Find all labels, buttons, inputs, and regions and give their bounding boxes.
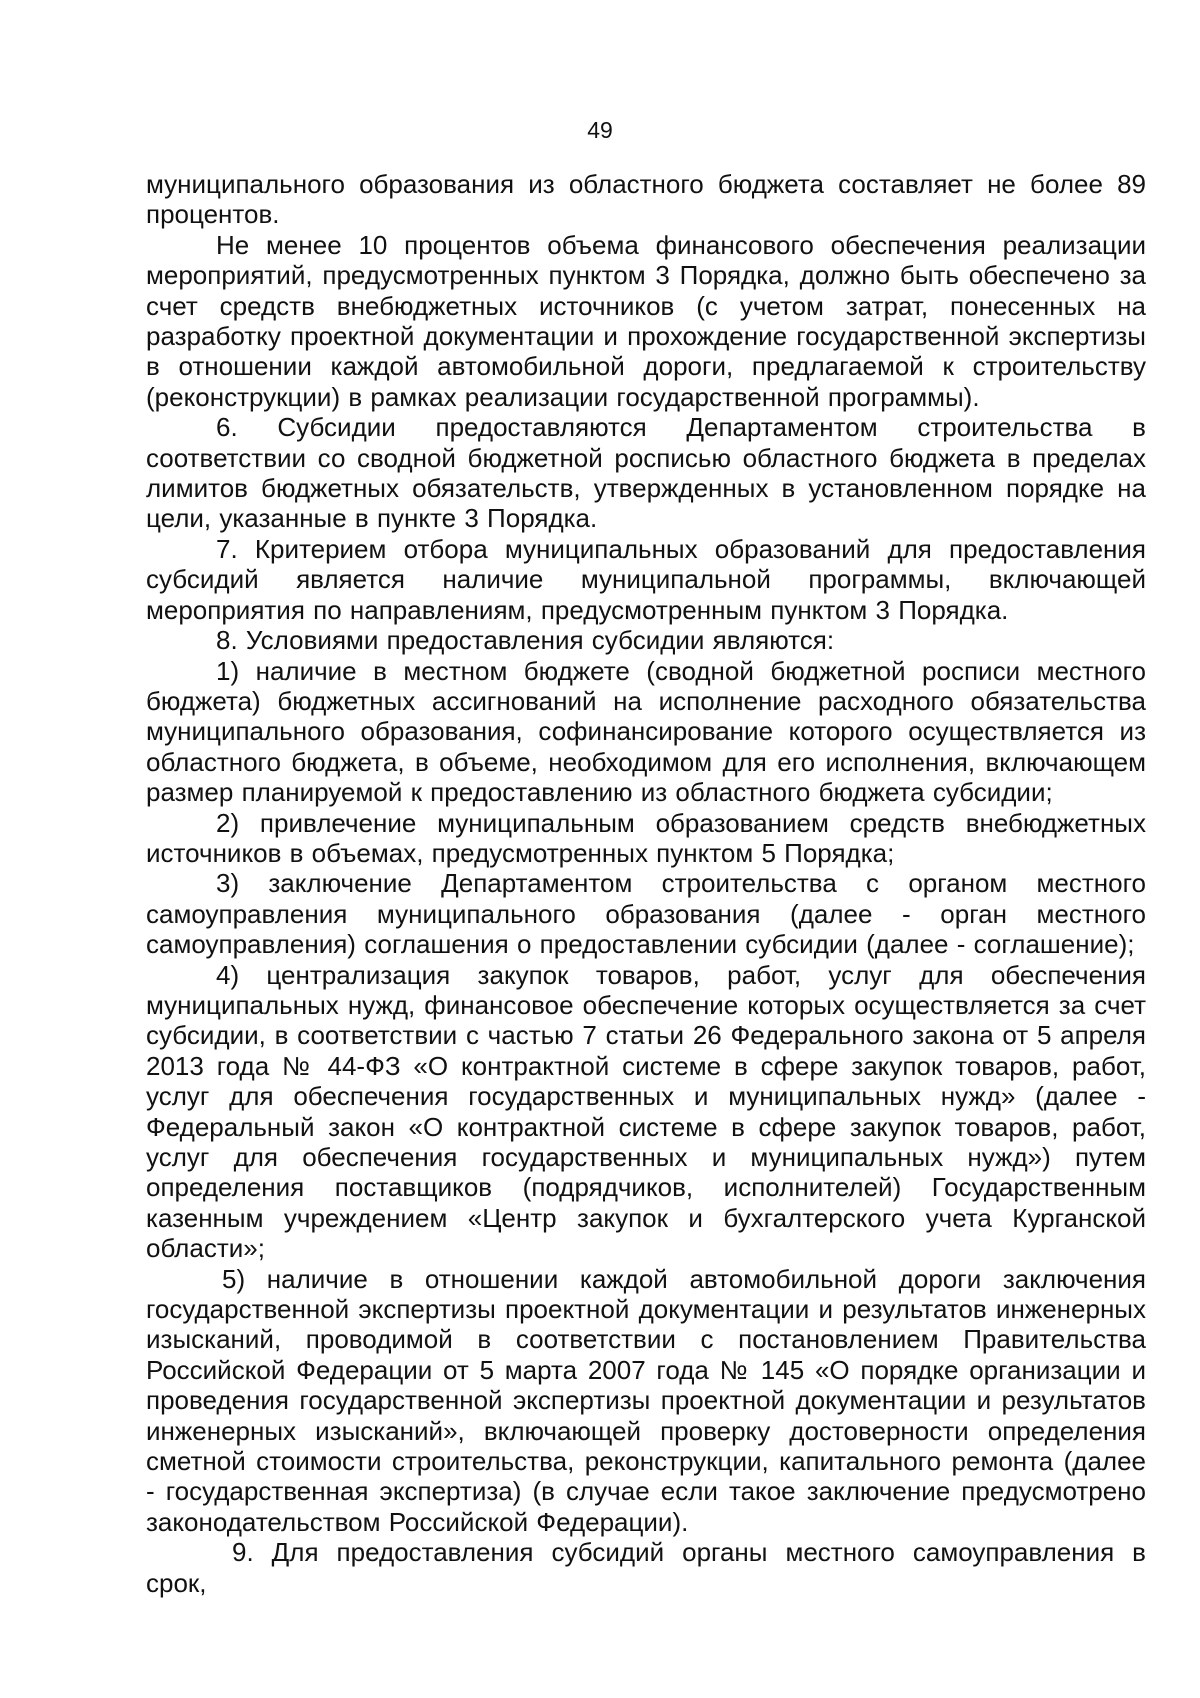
paragraph-condition-1: 1) наличие в местном бюджете (сводной бюджетной росписи местного бюджета) бюджетных ассигнований на исполнение расходного обязательства муниципального образования, софинансирование которого осуществляется из областного бюджета, в объеме, необходимом для его исполнения, включающем размер планируемой к предоставлению из областного бюджета субсидии; — [146, 655, 1146, 808]
paragraph-item-7: 7. Критерием отбора муниципальных образований для предоставления субсидий является наличие муниципальной программы, включающей мероприятия по направлениям, предусмотренным пунктом 3 Порядка. — [146, 533, 1146, 625]
paragraph-condition-2: 2) привлечение муниципальным образованием средств внебюджетных источников в объемах, предусмотренных пунктом 5 Порядка; — [146, 807, 1146, 868]
paragraph-condition-3: 3) заключение Департаментом строительства с органом местного самоуправления муниципального образования (далее - орган местного самоуправления) соглашения о предоставлении субсидии (далее - соглашение); — [146, 868, 1146, 960]
document-body — [146, 169, 1146, 1598]
paragraph-funding-share: Не менее 10 процентов объема финансового обеспечения реализации мероприятий, предусмотренных пунктом 3 Порядка, должно быть обеспечено за счет средств внебюджетных источников (с учетом затрат, понесенных на разработку проектной документации и прохождение государственной экспертизы в отношении каждой автомобильной дороги, предлагаемой к строительству (реконструкции) в рамках реализации государственной программы). — [146, 229, 1146, 412]
paragraph-item-8: 8. Условиями предоставления субсидии являются: — [216, 625, 835, 656]
paragraph-condition-5: 5) наличие в отношении каждой автомобильной дороги заключения государственной экспертизы проектной документации и результатов инженерных изысканий, проводимой в соответствии с постановлением Правительства Российской Федерации от 5 марта 2007 года № 145 «О порядке организации и проведения государственной экспертизы проектной документации и результатов инженерных изысканий», включающей проверку достоверности определения сметной стоимости строительства, реконструкции, капитального ремонта (далее - государственная экспертиза) (в случае если такое заключение предусмотрено законодательством Российской Федерации). — [146, 1263, 1146, 1537]
paragraph-continuation: муниципального образования из областного бюджета составляет не более 89 процентов. — [146, 169, 1146, 230]
page-number: 49 — [587, 117, 613, 143]
paragraph-item-9: 9. Для предоставления субсидий органы местного самоуправления в срок, — [146, 1537, 1146, 1598]
paragraph-item-6: 6. Субсидии предоставляются Департаментом строительства в соответствии со сводной бюджетной росписью областного бюджета в пределах лимитов бюджетных обязательств, утвержденных в установленном порядке на цели, указанные в пункте 3 Порядка. — [146, 412, 1146, 534]
paragraph-condition-4: 4) централизация закупок товаров, работ, услуг для обеспечения муниципальных нужд, финансовое обеспечение которых осуществляется за счет субсидии, в соответствии с частью 7 статьи 26 Федерального закона от 5 апреля 2013 года № 44-ФЗ «О контрактной системе в сфере закупок товаров, работ, услуг для обеспечения государственных и муниципальных нужд» (далее - Федеральный закон «О контрактной системе в сфере закупок товаров, работ, услуг для обеспечения государственных и муниципальных нужд») путем определения поставщиков (подрядчиков, исполнителей) Государственным казенным учреждением «Центр закупок и бухгалтерского учета Курганской области»; — [146, 959, 1146, 1264]
